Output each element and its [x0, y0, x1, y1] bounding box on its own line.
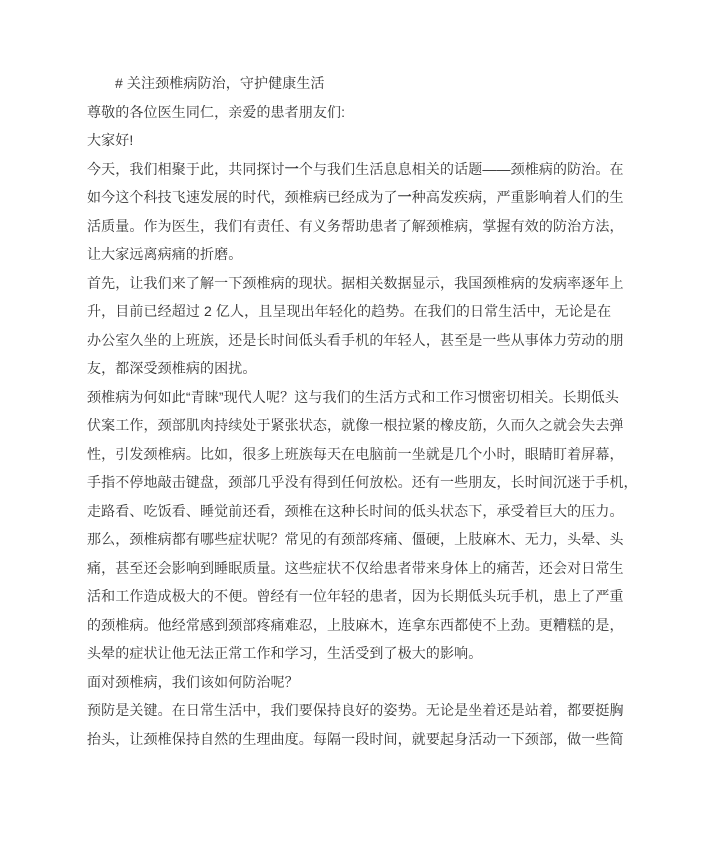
text-segment: 让大家远离病痛的折磨。: [87, 246, 243, 262]
heading-line: [87, 69, 624, 98]
text-line: [87, 497, 624, 526]
text-line: [87, 440, 624, 469]
text-segment: 友，都深受颈椎病的困扰。: [87, 360, 257, 376]
text-line: [87, 326, 624, 355]
bold-text-segment: 一: [397, 189, 412, 205]
text-line: [87, 582, 624, 611]
text-segment: 办公室久坐的上班族，还是长时间低头看手机的年轻人，甚至是一些从事体力劳动的朋: [87, 331, 624, 348]
bold-text-segment: 一: [284, 160, 299, 177]
text-line: [87, 269, 624, 298]
text-segment: 个与我们生活息息相关的话题——颈椎病的防治。在: [298, 160, 624, 177]
text-segment: 面对颈椎病，我们该如何防治呢？: [87, 673, 299, 690]
text-segment: 首先，让我们来了解一下颈椎病的现状。据相关数据显示，我国颈椎病的发病率逐年上: [87, 274, 624, 291]
text-segment: 走路看、吃饭看、睡觉前还看，颈椎在这种长时间的低头状态下，承受着巨大的压力。: [87, 502, 624, 519]
text-segment: 那么，颈椎病都有哪些症状呢？常见的有颈部疼痛、僵硬，上肢麻木、无力，头晕、头: [87, 531, 624, 547]
text-segment: # 关注颈椎病防治，守护健康生活: [115, 75, 325, 91]
document-body: [87, 69, 638, 753]
text-line: [87, 126, 624, 155]
text-line: [87, 554, 624, 583]
text-segment: 升，目前已经超过 2 亿人，且呈现出年轻化的趋势。在我们的日常生活中，无论是在: [87, 303, 612, 319]
text-segment: 活质量。作为医生，我们有责任、有义务帮助患者了解颈椎病，掌握有效的防治方法，: [87, 217, 624, 234]
text-segment: 颈椎病为何如此“青睐”现代人呢？这与我们的生活方式和工作习惯密切相关。长期低头: [87, 388, 620, 405]
text-segment: 尊敬的各位医生同仁，亲爱的患者朋友们:: [87, 103, 346, 120]
text-segment: 痛，甚至还会影响到睡眠质量。这些症状不仅给患者带来身体上的痛苦，还会对日常生: [87, 559, 624, 576]
text-segment: 活和工作造成极大的不便。曾经有一位年轻的患者，因为长期低头玩手机，患上了严重: [87, 588, 624, 604]
text-line: [87, 297, 624, 326]
text-segment: 手指不停地敲击键盘，颈部几乎没有得到任何放松。还有一些朋友，长时间沉迷于手机，: [87, 474, 638, 490]
text-line: [87, 212, 624, 241]
text-line: [87, 411, 624, 440]
text-segment: 抬头，让颈椎保持自然的生理曲度。每隔一段时间，就要起身活动一下颈部，做一些简: [87, 730, 624, 747]
text-line: [87, 183, 624, 212]
text-segment: 伏案工作，颈部肌肉持续处于紧张状态，就像一根拉紧的橡皮筋，久而久之就会失去弹: [87, 417, 624, 433]
text-line: [87, 155, 624, 184]
text-line: [87, 639, 624, 668]
text-line: [87, 383, 624, 412]
text-line: [87, 696, 624, 725]
text-segment: 的颈椎病。他经常感到颈部疼痛难忍，上肢麻木，连拿东西都使不上劲。更糟糕的是，: [87, 616, 624, 633]
text-segment: 头晕的症状让他无法正常工作和学习，生活受到了极大的影响。: [87, 645, 483, 661]
text-line: [87, 354, 624, 383]
text-segment: 性，引发颈椎病。比如，很多上班族每天在电脑前一坐就是几个小时，眼睛盯着屏幕，: [87, 445, 624, 462]
text-segment: 预防是关键。在日常生活中，我们要保持良好的姿势。无论是坐着还是站着，都要挺胸: [87, 702, 624, 718]
text-line: [87, 468, 638, 497]
text-line: [87, 240, 624, 269]
text-line: [87, 98, 624, 127]
text-line: [87, 525, 624, 554]
text-segment: 大家好!: [87, 132, 134, 148]
text-segment: 种高发疾病，严重影响着人们的生: [411, 189, 624, 205]
text-segment: 如今这个科技飞速发展的时代，颈椎病已经成为了: [87, 189, 398, 205]
text-line: [87, 611, 624, 640]
text-line: [87, 668, 624, 697]
text-line: [87, 725, 624, 754]
text-segment: 今天，我们相聚于此，共同探讨: [87, 160, 285, 177]
